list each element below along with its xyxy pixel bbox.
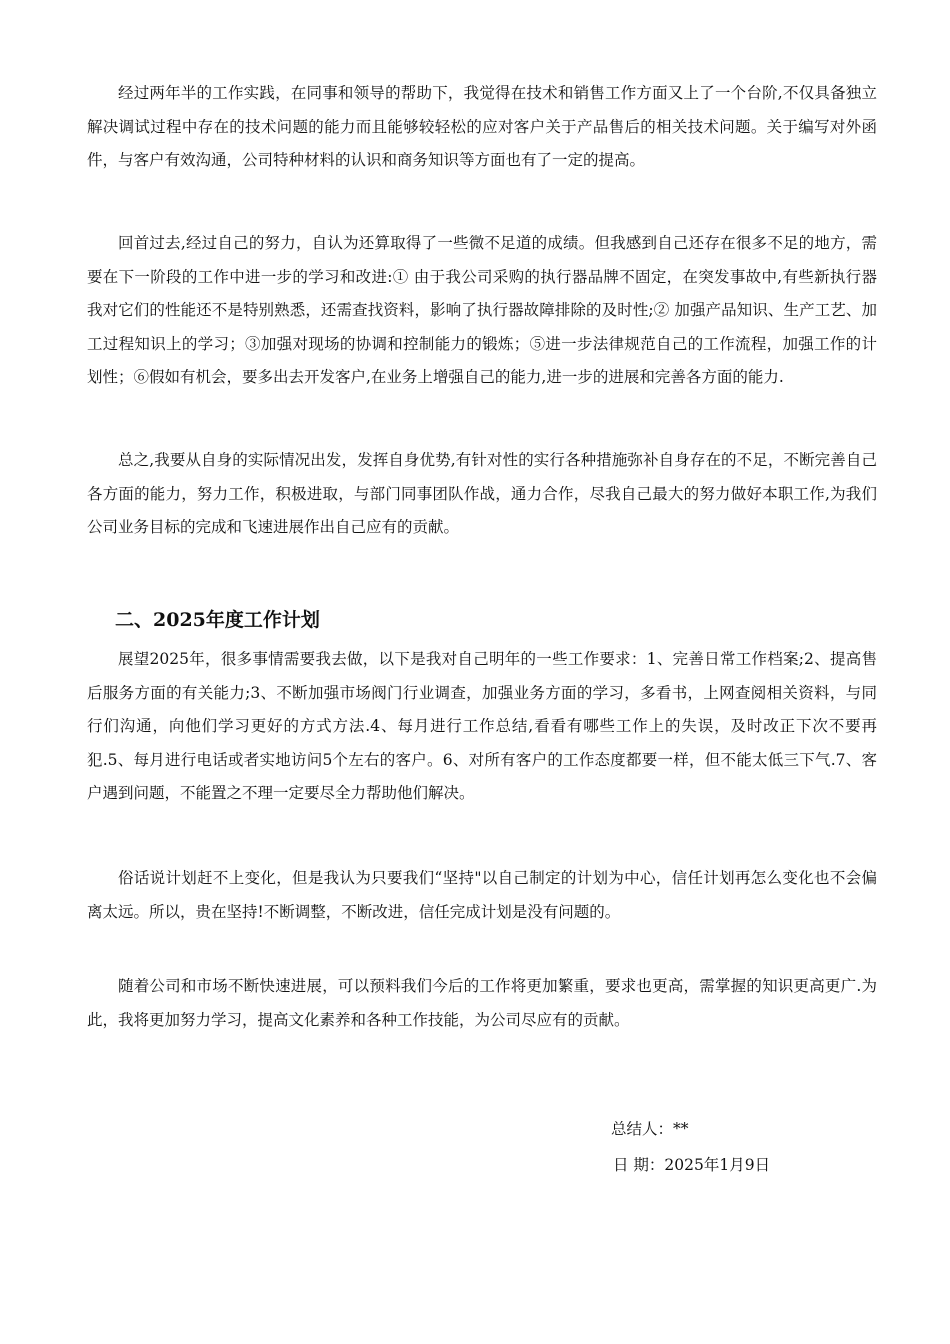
summary-paragraph-2: 回首过去,经过自己的努力，自认为还算取得了一些微不足道的成绩。但我感到自己还存在很多不足的地方，需要在下一阶段的工作中进一步的学习和改进:① 由于我公司采购的执行器品牌不固定，在突发事故中,有些新执行器我对它们的性能还不是特别熟悉，还需查找资料，影响了执行器故障排除的及时性;② 加强产品知识、生产工艺、加工过程知识上的学习；③加强对现场的协调和控制能力的锻炼；⑤进一步法律规范自己的工作流程，加强工作的计划性；⑥假如有机会，要多出去开发客户,在业务上增强自己的能力,进一步的进展和完善各方面的能力.: [87, 234, 877, 386]
signature-author: 总结人：**: [611, 1120, 689, 1138]
summary-paragraph-3: 总之,我要从自身的实际情况出发，发挥自身优势,有针对性的实行各种措施弥补自身存在的不足，不断完善自己各方面的能力，努力工作，积极进取，与部门同事团队作战，通力合作，尽我自己最大的努力做好本职工作,为我们公司业务目标的完成和飞速进展作出自己应有的贡献。: [87, 451, 877, 536]
plan-paragraph-2: 俗话说计划赶不上变化，但是我认为只要我们“坚持"以自己制定的计划为中心，信任计划再怎么变化也不会偏离太远。所以，贵在坚持!不断调整，不断改进，信任完成计划是没有问题的。: [87, 869, 877, 921]
signature-date: 日 期：2025年1月9日: [613, 1156, 771, 1174]
plan-paragraph-3: 随着公司和市场不断快速进展，可以预料我们今后的工作将更加繁重，要求也更高，需掌握的知识更高更广.为此，我将更加努力学习，提高文化素养和各种工作技能，为公司尽应有的贡献。: [87, 977, 877, 1029]
summary-paragraph-1: 经过两年半的工作实践，在同事和领导的帮助下，我觉得在技术和销售工作方面又上了一个台阶,不仅具备独立解决调试过程中存在的技术问题的能力而且能够较轻松的应对客户关于产品售后的相关技术问题。关于编写对外函件，与客户有效沟通，公司特种材料的认识和商务知识等方面也有了一定的提高。: [87, 84, 877, 169]
plan-paragraph-1: 展望2025年，很多事情需要我去做，以下是我对自己明年的一些工作要求：1、完善日常工作档案;2、提高售后服务方面的有关能力;3、不断加强市场阀门行业调查，加强业务方面的学习，多看书，上网查阅相关资料，与同行们沟通，向他们学习更好的方式方法.4、每月进行工作总结,看看有哪些工作上的失误，及时改正下次不要再犯.5、每月进行电话或者实地访问5个左右的客户。6、对所有客户的工作态度都要一样，但不能太低三下气.7、客户遇到问题，不能置之不理一定要尽全力帮助他们解决。: [87, 650, 877, 802]
section-heading: 二、2025年度工作计划: [115, 609, 320, 631]
